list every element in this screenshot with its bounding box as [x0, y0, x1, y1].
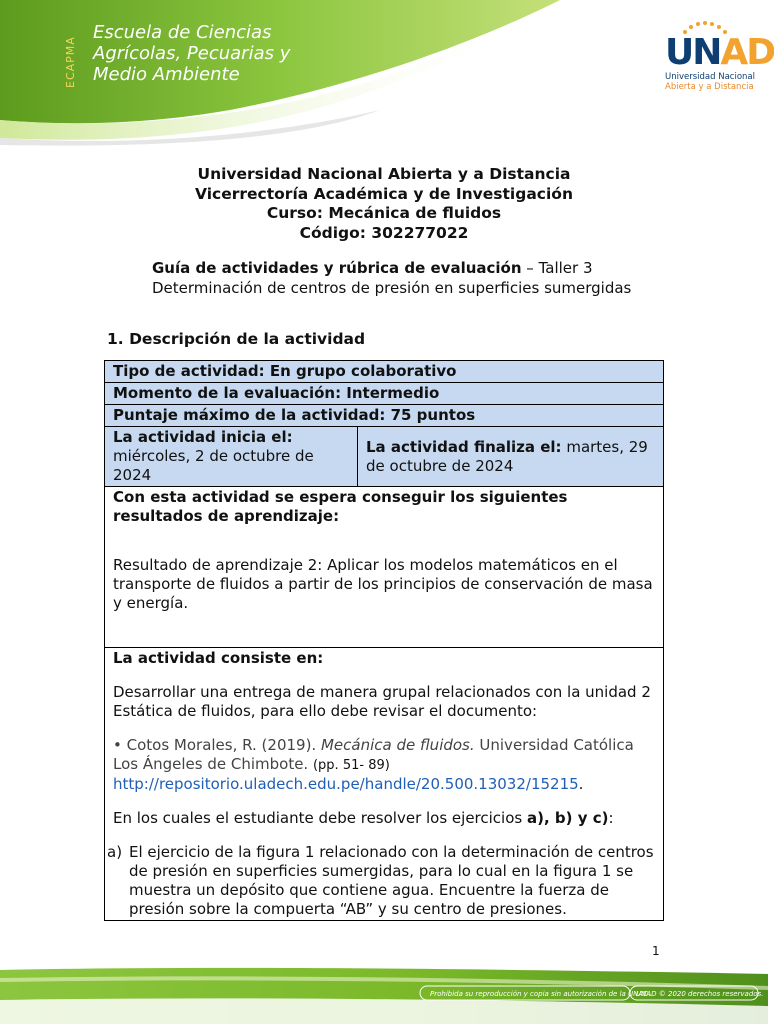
title-line: Vicerrectoría Académica y de Investigación	[195, 184, 573, 203]
inicio-label: La actividad inicia el:	[113, 428, 293, 446]
ejercicios-colon: :	[608, 809, 614, 827]
reference	[113, 736, 655, 794]
list-item	[107, 843, 655, 919]
tipo-actividad: Tipo de actividad: En grupo colaborativo	[105, 361, 664, 383]
logo-un: UN	[665, 32, 721, 73]
logo-subtitle-2: Abierta y a Distancia	[665, 82, 754, 92]
ref-dot: .	[578, 775, 584, 793]
item-marker: a)	[107, 843, 123, 861]
ref-pages: (pp. 51- 89)	[312, 758, 390, 773]
fecha-inicio	[105, 427, 358, 487]
fin-label: La actividad finaliza el:	[366, 437, 562, 456]
title-line: Curso: Mecánica de fluidos	[266, 204, 502, 222]
consiste-cell	[105, 648, 664, 921]
guide-heading	[152, 258, 712, 298]
school-line: Medio Ambiente	[93, 64, 240, 85]
item-a-text: El ejercicio de la figura 1 relacionado con la determinación de centros de presión en superficies sumergidas, para lo cual en la figura 1 se muestra un depósito que contiene agua. Encuentre la fuerza de presión sobre la compuerta “AB” y su centro de presiones.	[129, 843, 654, 918]
resultado-2: Resultado de aprendizaje 2: Aplicar los modelos matemáticos en el transporte de fluidos a partir de los principios de conservación de masa y energía.	[113, 556, 653, 612]
resultados-heading: Con esta actividad se espera conseguir los siguientes resultados de aprendizaje:	[113, 488, 568, 525]
ejercicios-list: a), b) y c)	[526, 809, 609, 827]
ref-title: Mecánica de fluidos.	[320, 736, 475, 754]
unad-logo	[655, 18, 774, 98]
fin-value: martes, 29 de octubre de 2024	[366, 437, 648, 475]
footer-notice: Prohibida su reproducción y copia sin autorización de la UNAD.	[430, 990, 651, 998]
guide-title: Guía de actividades y rúbrica de evaluación	[152, 259, 522, 277]
document-title	[0, 165, 768, 243]
puntaje-maximo: Puntaje máximo de la actividad: 75 puntos	[105, 405, 664, 427]
ejercicios-intro	[113, 809, 655, 828]
title-line: Código: 302277022	[299, 223, 469, 242]
momento-evaluacion: Momento de la evaluación: Intermedio	[105, 383, 664, 405]
school-name	[93, 22, 290, 85]
footer-banner	[0, 960, 768, 1024]
ref-publisher: Universidad Católica Los Ángeles de Chimbote.	[113, 736, 634, 773]
logo-ad: AD	[720, 32, 774, 73]
page-number: 1	[652, 944, 660, 958]
footer-rights: UNAD © 2020 derechos reservados.	[636, 990, 764, 998]
activity-table	[104, 360, 664, 921]
consiste-paragraph: Desarrollar una entrega de manera grupal relacionados con la unidad 2 Estática de fluidos, para ello debe revisar el documento:	[113, 683, 651, 720]
header-banner	[0, 0, 774, 145]
ref-link[interactable]: http://repositorio.uladech.edu.pe/handle/20.500.13032/15215	[113, 775, 579, 793]
logo-wordmark	[665, 32, 774, 73]
inicio-value: miércoles, 2 de octubre de 2024	[113, 447, 314, 484]
school-line: Escuela de Ciencias	[93, 22, 272, 43]
ejercicios-text: En los cuales el estudiante debe resolver los ejercicios	[113, 809, 527, 827]
consiste-heading: La actividad consiste en:	[113, 649, 324, 667]
section-title: 1. Descripción de la actividad	[107, 330, 366, 348]
resultados-cell	[105, 487, 664, 648]
guide-subtitle: Determinación de centros de presión en superficies sumergidas	[152, 279, 632, 297]
ref-author: • Cotos Morales, R. (2019).	[113, 736, 321, 754]
logo-subtitle-1: Universidad Nacional	[665, 72, 755, 82]
guide-taller: – Taller 3	[521, 259, 593, 277]
fecha-fin	[358, 427, 664, 487]
ecapma-label: ECAPMA	[64, 36, 77, 88]
title-line: Universidad Nacional Abierta y a Distancia	[197, 165, 571, 183]
school-line: Agrícolas, Pecuarias y	[93, 43, 291, 64]
